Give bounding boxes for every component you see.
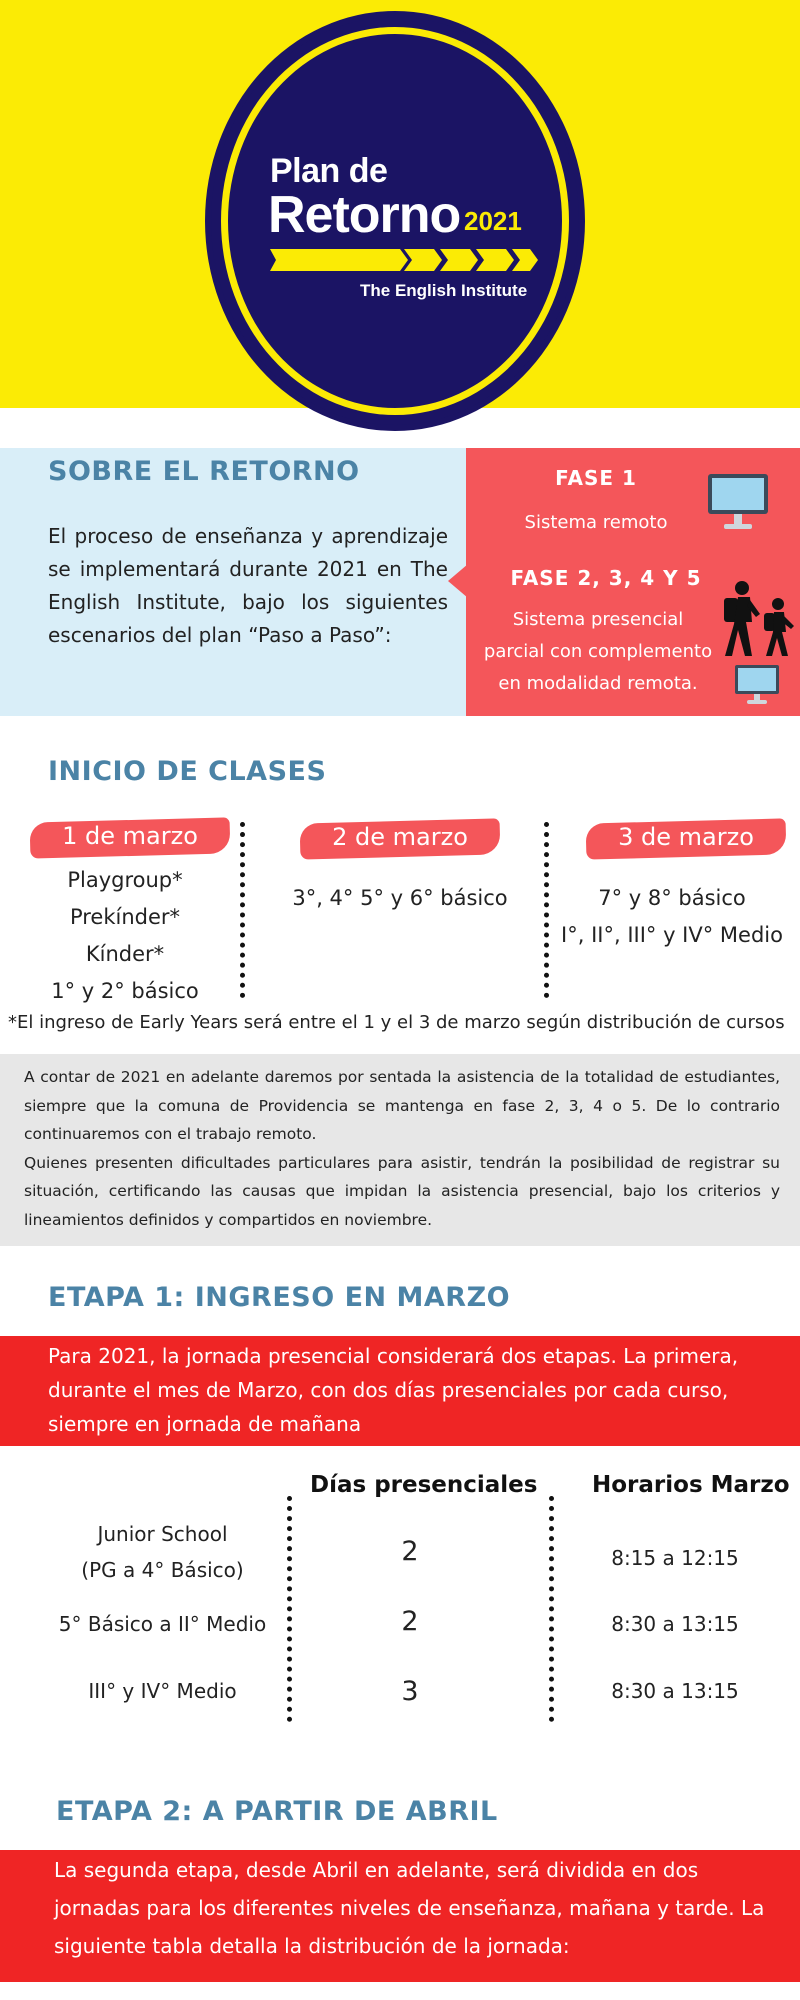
hero-year: 2021 [464,206,522,236]
hero-title-line1: Plan de [270,152,388,190]
course-line: 1° y 2° básico [51,979,199,1003]
table-row-schedule: 8:30 a 13:15 [611,1612,739,1636]
etapa2-title: ETAPA 2: A PARTIR DE ABRIL [56,1796,498,1827]
courses-col-1 [20,862,230,1010]
table-row-days: 3 [401,1676,419,1707]
attendance-notice-text [24,1063,780,1234]
date-label-2: 2 de marzo [332,823,468,851]
table-row-schedule: 8:30 a 13:15 [611,1679,739,1703]
course-line: 3°, 4° 5° y 6° básico [292,886,508,910]
hero-chevron-arrows-icon [270,245,542,275]
fase-panel-pointer [448,564,468,598]
divider-dotted [544,822,549,998]
fase2-desc-block [466,604,730,700]
table-divider-dotted [549,1496,554,1722]
inicio-title: INICIO DE CLASES [48,756,327,787]
table-row-days: 2 [401,1536,419,1567]
table-row-schedule: 8:15 a 12:15 [611,1546,739,1570]
table-row-days: 2 [401,1606,419,1637]
sobre-text: El proceso de enseñanza y aprendizaje se implementará durante 2021 en The English Institute, bajo los siguientes escenarios del plan “Paso a Paso”: [48,524,448,647]
fase1-desc: Sistema remoto [524,512,668,533]
table-row-level: 5° Básico a II° Medio [58,1612,267,1636]
fase1-title: FASE 1 [555,466,637,490]
course-line: Playgroup* [67,868,183,892]
table-row-level [40,1516,285,1588]
table-row-level: III° y IV° Medio [88,1679,237,1703]
course-line: Prekínder* [69,905,181,929]
hero-title-line2: Retorno [268,186,461,244]
attendance-paragraph-2: Quienes presenten dificultades particulares para asistir, tendrán la posibilidad de registrar su situación, certificando las causas que impidan la asistencia presencial, bajo los criterios y lineamientos definidos y compartidos en noviembre. [24,1153,780,1229]
date-label-3: 3 de marzo [618,823,754,851]
fase2-desc-line1: Sistema presencial [512,609,684,630]
early-years-note: *El ingreso de Early Years será entre el 1 y el 3 de marzo según distribución de cursos [8,1012,785,1033]
fase2-title: FASE 2, 3, 4 Y 5 [510,566,702,590]
course-line: Kínder* [85,942,165,966]
level-line: Junior School [97,1522,228,1546]
attendance-paragraph-1: A contar de 2021 en adelante daremos por sentada la asistencia de la totalidad de estudiantes, siempre que la comuna de Providencia se mantenga en fase 2, 3, 4 o 5. De lo contrario continuaremos con el trabajo remoto. [24,1068,780,1143]
header-horarios-marzo: Horarios Marzo [592,1472,790,1498]
course-line: 7° y 8° básico [598,886,746,910]
sobre-title: SOBRE EL RETORNO [48,456,360,487]
divider-dotted [240,822,245,998]
etapa2-intro: La segunda etapa, desde Abril en adelante, será dividida en dos jornadas para los diferentes niveles de enseñanza, mañana y tarde. La siguiente tabla detalla la distribución de la jornada: [54,1858,765,1958]
computer-monitor-small-icon [734,664,780,706]
fase2-desc-line2: parcial con complemento [483,641,713,662]
level-line: (PG a 4° Básico) [81,1558,244,1582]
header-dias-presenciales: Días presenciales [310,1472,538,1498]
fase2-desc-line3: en modalidad remota. [498,673,698,694]
walking-students-icon [716,580,798,658]
computer-monitor-icon [706,472,770,532]
courses-col-3 [552,880,792,954]
etapa1-title: ETAPA 1: INGRESO EN MARZO [48,1282,511,1313]
table-divider-dotted [287,1496,292,1722]
courses-col-2 [270,880,530,917]
hero-institute-name: The English Institute [360,281,528,300]
etapa1-intro: Para 2021, la jornada presencial considerará dos etapas. La primera, durante el mes de Marzo, con dos días presenciales por cada curso, siempre en jornada de mañana [48,1344,739,1436]
date-label-1: 1 de marzo [62,822,198,850]
course-line: I°, II°, III° y IV° Medio [561,923,783,947]
